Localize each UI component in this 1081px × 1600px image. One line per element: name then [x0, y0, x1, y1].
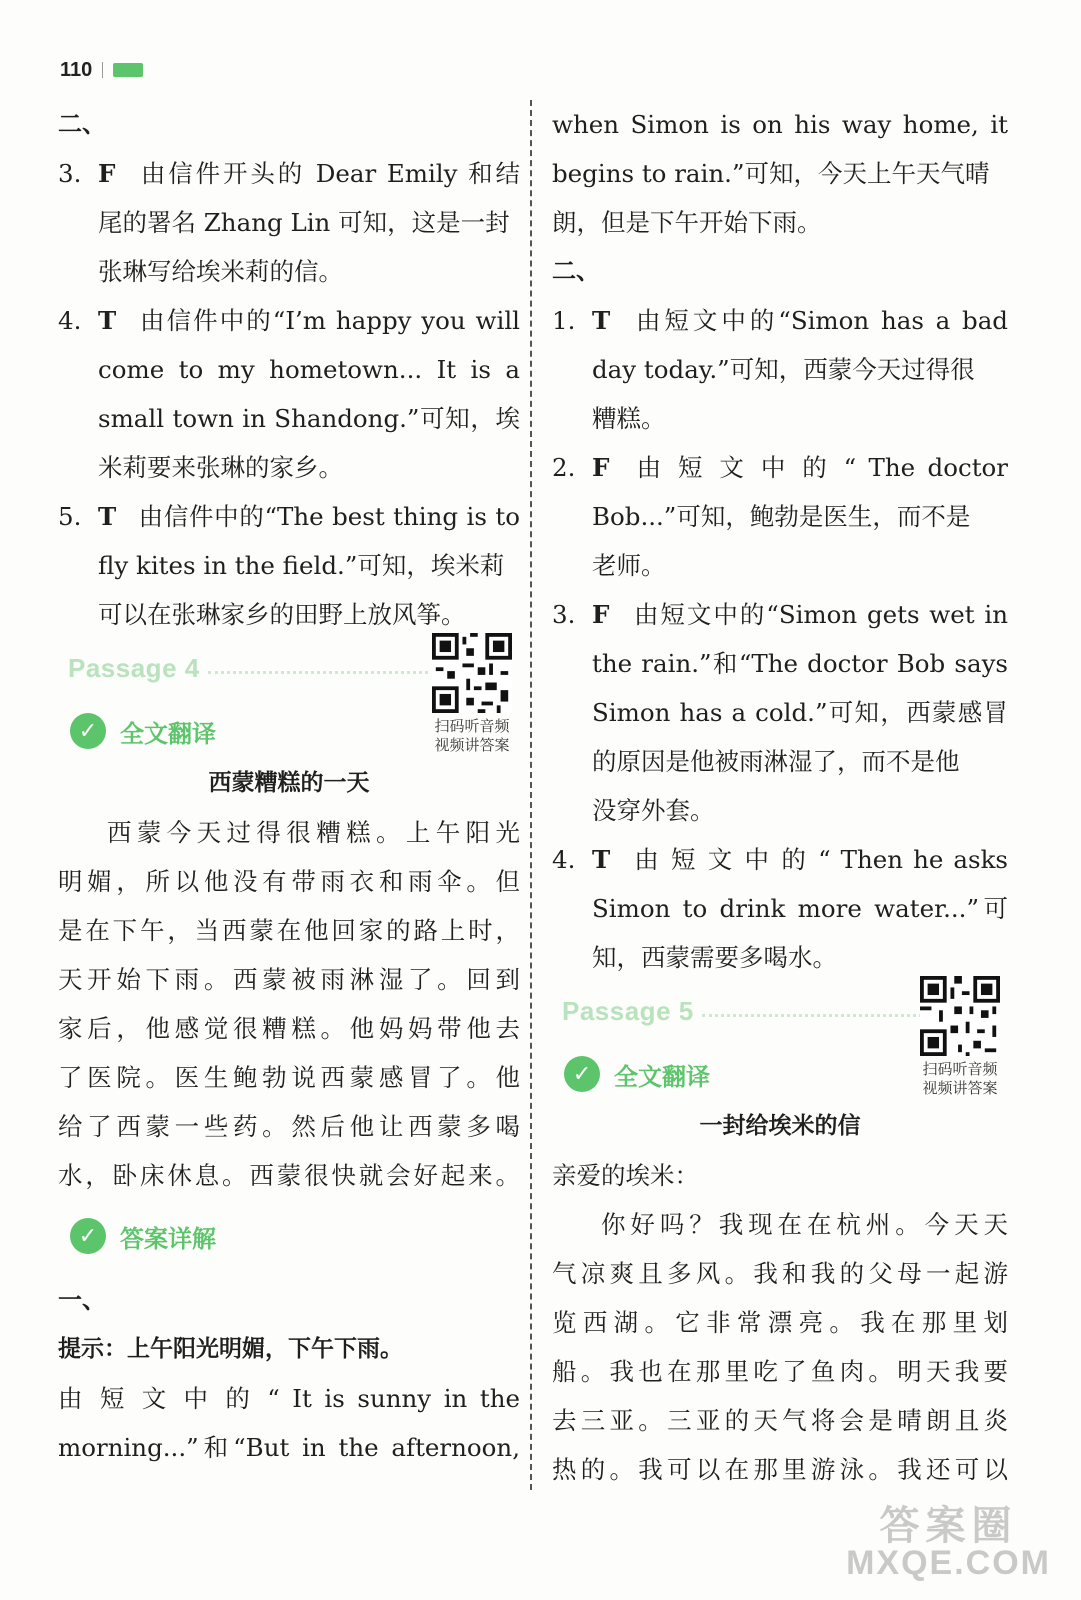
body-line: 船。我也在那里吃了鱼肉。明天我要: [552, 1357, 1008, 1386]
item-line: small town in Shandong.”可知，埃: [98, 404, 520, 433]
item-line: come to my hometown... It is a: [98, 355, 520, 384]
item-answer: T: [592, 845, 611, 874]
item-line: 米莉要来张琳的家乡。: [98, 453, 343, 482]
item-line: 由信件中的“The best thing is to: [138, 502, 520, 531]
body-line: 家后，他感觉很糟糕。他妈妈带他去: [58, 1014, 520, 1043]
page-number: 110: [60, 58, 93, 81]
answer-item-4: [552, 835, 1008, 982]
item-line: day today.”可知，西蒙今天过得很: [592, 355, 975, 384]
body-line: 你好吗？我现在在杭州。今天天: [601, 1210, 1008, 1239]
article-title: 西蒙糟糕的一天: [208, 770, 370, 796]
answer-item-3: [58, 149, 520, 296]
item-number: 3.: [552, 600, 576, 629]
item-answer: T: [98, 306, 117, 335]
item-answer: F: [592, 453, 610, 482]
answer-item-3: [552, 590, 1008, 835]
dotted-rule: [702, 1014, 922, 1017]
item-line: 的原因是他被雨淋湿了，而不是他: [592, 747, 960, 776]
right-column: [552, 100, 1008, 1494]
item-line: 尾的署名 Zhang Lin 可知，这是一封: [98, 208, 510, 237]
pill-label: 答案详解: [120, 1224, 216, 1253]
section-label: 二、: [58, 110, 106, 138]
item-line: 由信件中的“I’m happy you will: [138, 306, 520, 335]
item-line: 由短文中的“Simon has a bad: [632, 306, 1008, 335]
passage-title: Passage 4: [68, 653, 200, 683]
continued-line: begins to rain.”可知，今天上午天气晴: [552, 159, 990, 188]
translation-body: [552, 1200, 1008, 1494]
item-line: 没穿外套。: [592, 796, 715, 825]
item-line: Simon to drink more water...”可: [592, 894, 1008, 923]
answer-detail-header: [58, 1200, 520, 1276]
item-number: 4.: [58, 306, 82, 335]
left-column: [58, 100, 520, 1472]
answer-line: 由 短 文 中 的 “ It is sunny in the: [58, 1384, 520, 1413]
qr-code-icon[interactable]: [432, 633, 512, 713]
item-number: 3.: [58, 159, 82, 188]
answer-item-5: [58, 492, 520, 639]
section-label: 一、: [58, 1286, 106, 1314]
article-title: 一封给埃米的信: [699, 1113, 861, 1139]
hint-line: 提示：上午阳光明媚，下午下雨。: [58, 1336, 403, 1362]
item-answer: T: [592, 306, 611, 335]
answer-line: morning...”和“But in the afternoon,: [58, 1433, 520, 1462]
item-number: 2.: [552, 453, 576, 482]
passage-5-header: [552, 982, 1008, 1102]
body-line: 热的。我可以在那里游泳。我还可以: [552, 1455, 1008, 1484]
section-label: 二、: [552, 257, 600, 285]
qr-caption: [912, 1060, 1008, 1098]
item-line: 由短文中的“Simon gets wet in: [632, 600, 1008, 629]
body-line: 给了西蒙一些药。然后他让西蒙多喝: [58, 1112, 520, 1141]
item-line: the rain.”和“The doctor Bob says: [592, 649, 1008, 678]
passage-title: Passage 5: [562, 996, 694, 1026]
qr-caption-line: 扫码听音频: [434, 717, 510, 735]
qr-caption: [424, 717, 520, 755]
qr-caption-line: 视频讲答案: [434, 736, 510, 754]
qr-caption-line: 扫码听音频: [922, 1060, 998, 1078]
item-line: 老师。: [592, 551, 666, 580]
pill-label: 全文翻译: [120, 719, 216, 748]
translation-pill: [564, 1056, 710, 1092]
check-icon: ✓: [70, 713, 106, 749]
item-line: 由 短 文 中 的 “ The doctor: [632, 453, 1008, 482]
item-line: 由信件开头的 Dear Emily 和结: [138, 159, 520, 188]
item-line: 由 短 文 中 的 “ Then he asks: [632, 845, 1008, 874]
body-line: 气凉爽且多风。我和我的父母一起游: [552, 1259, 1008, 1288]
continued-line: when Simon is on his way home, it: [552, 110, 1008, 139]
check-icon: ✓: [564, 1056, 600, 1092]
item-answer: T: [98, 502, 117, 531]
continued-line: 朗，但是下午开始下雨。: [552, 208, 822, 237]
body-line: 明媚，所以他没有带雨衣和雨伞。但: [58, 867, 520, 896]
watermark-en: MXQE.COM: [846, 1544, 1051, 1582]
answer-item-4: [58, 296, 520, 492]
item-answer: F: [592, 600, 610, 629]
body-line: 了医院。医生鲍勃说西蒙感冒了。他: [58, 1063, 520, 1092]
check-icon: ✓: [70, 1218, 106, 1254]
answer-item-1: [552, 296, 1008, 443]
body-line: 西蒙今天过得很糟糕。上午阳光: [107, 818, 520, 847]
qr-caption-line: 视频讲答案: [922, 1079, 998, 1097]
pill-label: 全文翻译: [614, 1062, 710, 1091]
body-line: 水，卧床休息。西蒙很快就会好起来。: [58, 1161, 520, 1190]
item-line: Simon has a cold.”可知，西蒙感冒: [592, 698, 1008, 727]
item-line: 可以在张琳家乡的田野上放风筝。: [98, 600, 466, 629]
item-line: Bob...”可知，鲍勃是医生，而不是: [592, 502, 971, 531]
item-number: 1.: [552, 306, 576, 335]
item-number: 5.: [58, 502, 82, 531]
item-line: 知，西蒙需要多喝水。: [592, 943, 837, 972]
column-divider: [530, 100, 532, 1490]
item-line: 张琳写给埃米莉的信。: [98, 257, 343, 286]
answer-pill: [70, 1218, 216, 1254]
body-line: 是在下午，当西蒙在他回家的路上时，: [58, 916, 520, 945]
translation-pill: [70, 713, 216, 749]
watermark-cn: 答案圈: [879, 1504, 1018, 1548]
body-line: 天开始下雨。西蒙被雨淋湿了。回到: [58, 965, 520, 994]
watermark: [846, 1506, 1051, 1580]
item-line: 糟糕。: [592, 404, 666, 433]
item-number: 4.: [552, 845, 576, 874]
answer-item-2: [552, 443, 1008, 590]
body-line: 览西湖。它非常漂亮。我在那里划: [552, 1308, 1008, 1337]
salutation: 亲爱的埃米：: [552, 1161, 699, 1190]
body-line: 去三亚。三亚的天气将会是晴朗且炎: [552, 1406, 1008, 1435]
qr-code-icon[interactable]: [920, 976, 1000, 1056]
header-separator: [102, 62, 103, 78]
header-tag: [113, 63, 143, 77]
translation-body: [58, 808, 520, 1200]
item-line: fly kites in the field.”可知，埃米莉: [98, 551, 505, 580]
passage-4-header: [58, 639, 520, 759]
item-answer: F: [98, 159, 116, 188]
page-header: [60, 58, 143, 82]
dotted-rule: [208, 671, 428, 674]
